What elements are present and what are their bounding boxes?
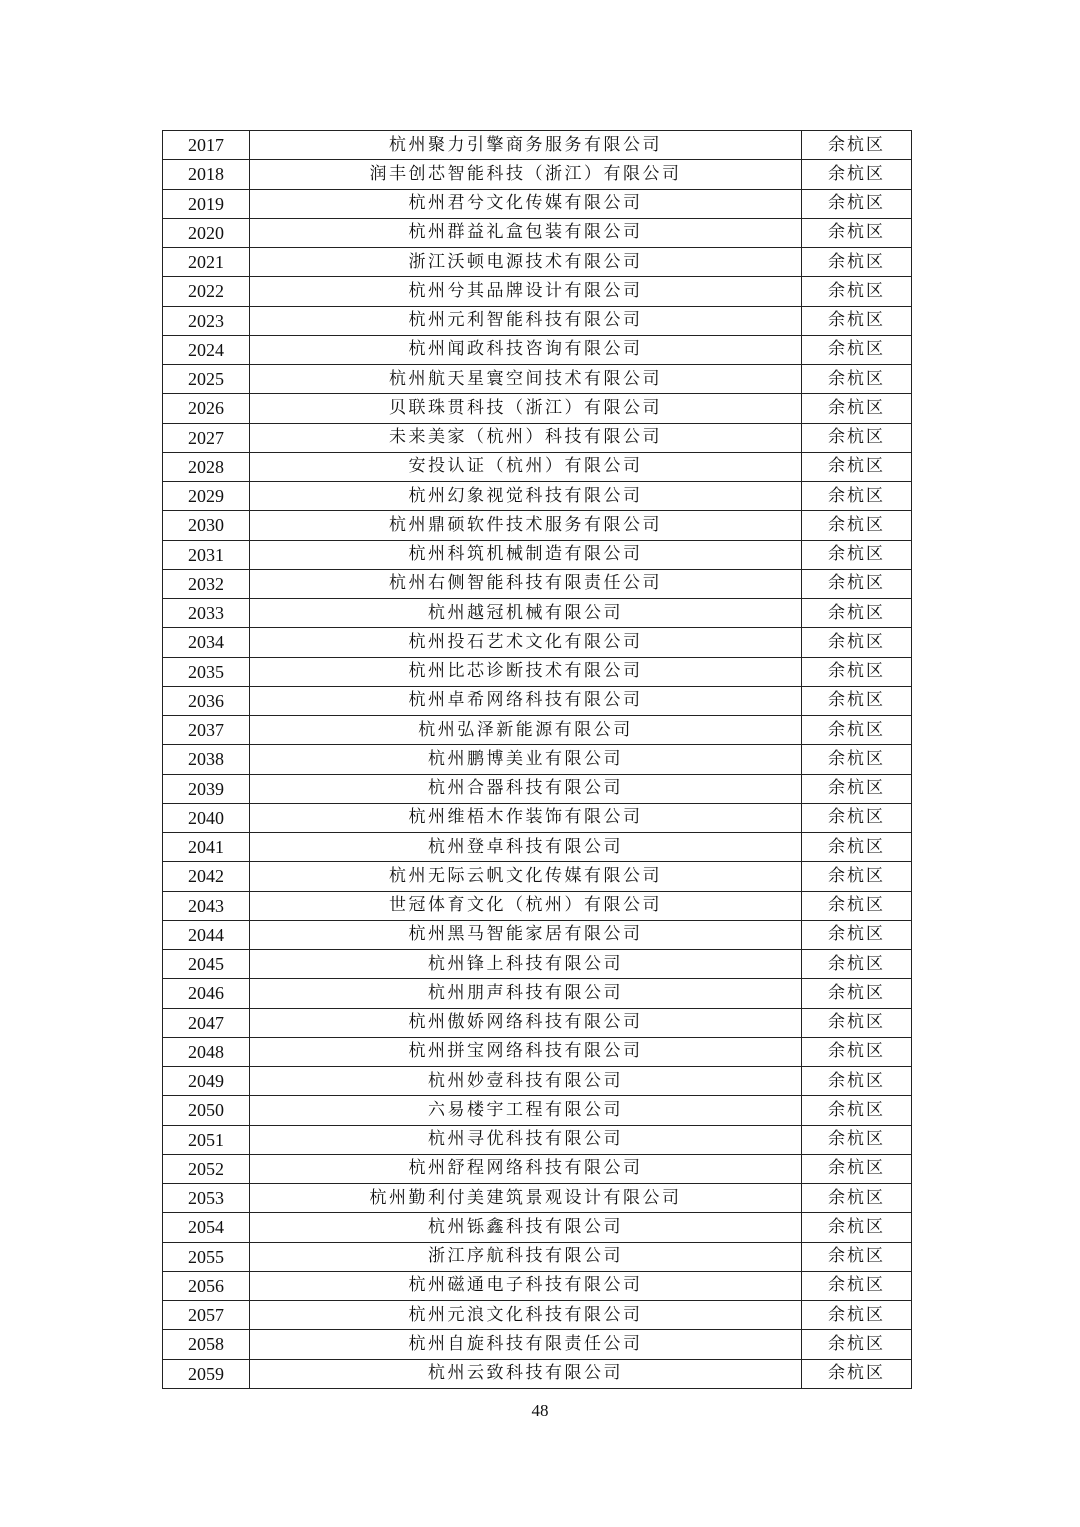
table-row xyxy=(163,745,912,774)
row-number: 2019 xyxy=(163,189,250,218)
company-name: 杭州卓希网络科技有限公司 xyxy=(250,686,802,715)
row-number: 2041 xyxy=(163,833,250,862)
table-row xyxy=(163,774,912,803)
district-name: 余杭区 xyxy=(802,569,912,598)
company-name: 杭州科筑机械制造有限公司 xyxy=(250,540,802,569)
row-number: 2031 xyxy=(163,540,250,569)
district-name: 余杭区 xyxy=(802,160,912,189)
table-row xyxy=(163,657,912,686)
table-row xyxy=(163,1330,912,1359)
district-name: 余杭区 xyxy=(802,452,912,481)
district-name: 余杭区 xyxy=(802,277,912,306)
company-name: 杭州自旋科技有限责任公司 xyxy=(250,1330,802,1359)
company-name: 杭州维梧木作装饰有限公司 xyxy=(250,803,802,832)
row-number: 2034 xyxy=(163,628,250,657)
table-row xyxy=(163,1037,912,1066)
table-row xyxy=(163,131,912,160)
table-row xyxy=(163,628,912,657)
row-number: 2035 xyxy=(163,657,250,686)
page-number: 48 xyxy=(531,1401,549,1420)
row-number: 2023 xyxy=(163,306,250,335)
district-name: 余杭区 xyxy=(802,745,912,774)
table-row xyxy=(163,1242,912,1271)
table-row xyxy=(163,569,912,598)
company-name: 杭州勤利付美建筑景观设计有限公司 xyxy=(250,1184,802,1213)
row-number: 2049 xyxy=(163,1067,250,1096)
company-name: 六易楼宇工程有限公司 xyxy=(250,1096,802,1125)
company-name: 杭州拼宝网络科技有限公司 xyxy=(250,1037,802,1066)
district-name: 余杭区 xyxy=(802,628,912,657)
row-number: 2048 xyxy=(163,1037,250,1066)
table-row xyxy=(163,862,912,891)
table-row xyxy=(163,394,912,423)
district-name: 余杭区 xyxy=(802,599,912,628)
row-number: 2047 xyxy=(163,1008,250,1037)
company-name: 杭州聚力引擎商务服务有限公司 xyxy=(250,131,802,160)
table-row xyxy=(163,1125,912,1154)
district-name: 余杭区 xyxy=(802,862,912,891)
row-number: 2053 xyxy=(163,1184,250,1213)
district-name: 余杭区 xyxy=(802,306,912,335)
row-number: 2051 xyxy=(163,1125,250,1154)
district-name: 余杭区 xyxy=(802,716,912,745)
row-number: 2057 xyxy=(163,1301,250,1330)
district-name: 余杭区 xyxy=(802,950,912,979)
table-row xyxy=(163,1184,912,1213)
table-row xyxy=(163,920,912,949)
company-name: 杭州云致科技有限公司 xyxy=(250,1359,802,1388)
row-number: 2037 xyxy=(163,716,250,745)
company-name: 杭州幻象视觉科技有限公司 xyxy=(250,482,802,511)
row-number: 2055 xyxy=(163,1242,250,1271)
company-name: 未来美家（杭州）科技有限公司 xyxy=(250,423,802,452)
company-name: 杭州闻政科技咨询有限公司 xyxy=(250,335,802,364)
company-name: 杭州妙壹科技有限公司 xyxy=(250,1067,802,1096)
company-name: 杭州投石艺术文化有限公司 xyxy=(250,628,802,657)
company-name: 杭州磁通电子科技有限公司 xyxy=(250,1271,802,1300)
table-row xyxy=(163,1359,912,1388)
district-name: 余杭区 xyxy=(802,189,912,218)
row-number: 2036 xyxy=(163,686,250,715)
company-name: 杭州群益礼盒包装有限公司 xyxy=(250,218,802,247)
district-name: 余杭区 xyxy=(802,1154,912,1183)
row-number: 2028 xyxy=(163,452,250,481)
company-name: 杭州鹏博美业有限公司 xyxy=(250,745,802,774)
table-row xyxy=(163,511,912,540)
table-row xyxy=(163,306,912,335)
district-name: 余杭区 xyxy=(802,803,912,832)
district-name: 余杭区 xyxy=(802,1184,912,1213)
row-number: 2054 xyxy=(163,1213,250,1242)
company-name: 杭州合器科技有限公司 xyxy=(250,774,802,803)
table-row xyxy=(163,1271,912,1300)
row-number: 2022 xyxy=(163,277,250,306)
table-row xyxy=(163,218,912,247)
row-number: 2025 xyxy=(163,365,250,394)
district-name: 余杭区 xyxy=(802,511,912,540)
row-number: 2024 xyxy=(163,335,250,364)
table-row xyxy=(163,1154,912,1183)
table-row xyxy=(163,482,912,511)
row-number: 2032 xyxy=(163,569,250,598)
district-name: 余杭区 xyxy=(802,1301,912,1330)
row-number: 2052 xyxy=(163,1154,250,1183)
company-name: 杭州君兮文化传媒有限公司 xyxy=(250,189,802,218)
table-row xyxy=(163,189,912,218)
company-name: 杭州航天星寰空间技术有限公司 xyxy=(250,365,802,394)
table-row xyxy=(163,979,912,1008)
row-number: 2058 xyxy=(163,1330,250,1359)
district-name: 余杭区 xyxy=(802,335,912,364)
district-name: 余杭区 xyxy=(802,1096,912,1125)
company-name: 杭州比芯诊断技术有限公司 xyxy=(250,657,802,686)
row-number: 2038 xyxy=(163,745,250,774)
company-name: 杭州元利智能科技有限公司 xyxy=(250,306,802,335)
row-number: 2033 xyxy=(163,599,250,628)
row-number: 2039 xyxy=(163,774,250,803)
company-name: 浙江序航科技有限公司 xyxy=(250,1242,802,1271)
table-row xyxy=(163,160,912,189)
table-body xyxy=(163,131,912,1389)
company-name: 杭州朋声科技有限公司 xyxy=(250,979,802,1008)
table-row xyxy=(163,833,912,862)
company-name: 杭州兮其品牌设计有限公司 xyxy=(250,277,802,306)
company-name: 杭州无际云帆文化传媒有限公司 xyxy=(250,862,802,891)
row-number: 2040 xyxy=(163,803,250,832)
company-name: 杭州寻优科技有限公司 xyxy=(250,1125,802,1154)
table-row xyxy=(163,950,912,979)
table-row xyxy=(163,1301,912,1330)
row-number: 2018 xyxy=(163,160,250,189)
table-row xyxy=(163,686,912,715)
row-number: 2020 xyxy=(163,218,250,247)
district-name: 余杭区 xyxy=(802,248,912,277)
company-name: 世冠体育文化（杭州）有限公司 xyxy=(250,891,802,920)
row-number: 2046 xyxy=(163,979,250,1008)
district-name: 余杭区 xyxy=(802,394,912,423)
table-row xyxy=(163,803,912,832)
table-row xyxy=(163,891,912,920)
company-name: 杭州锋上科技有限公司 xyxy=(250,950,802,979)
district-name: 余杭区 xyxy=(802,774,912,803)
table-row xyxy=(163,540,912,569)
district-name: 余杭区 xyxy=(802,1008,912,1037)
district-name: 余杭区 xyxy=(802,833,912,862)
row-number: 2043 xyxy=(163,891,250,920)
table-row xyxy=(163,365,912,394)
company-name: 安投认证（杭州）有限公司 xyxy=(250,452,802,481)
table-row xyxy=(163,277,912,306)
table-row xyxy=(163,1067,912,1096)
company-name: 杭州傲娇网络科技有限公司 xyxy=(250,1008,802,1037)
row-number: 2026 xyxy=(163,394,250,423)
district-name: 余杭区 xyxy=(802,891,912,920)
table-row xyxy=(163,599,912,628)
table-row xyxy=(163,1008,912,1037)
table-row xyxy=(163,1213,912,1242)
company-name: 杭州鼎硕软件技术服务有限公司 xyxy=(250,511,802,540)
company-name: 杭州铄鑫科技有限公司 xyxy=(250,1213,802,1242)
company-name: 贝联珠贯科技（浙江）有限公司 xyxy=(250,394,802,423)
district-name: 余杭区 xyxy=(802,218,912,247)
district-name: 余杭区 xyxy=(802,920,912,949)
row-number: 2042 xyxy=(163,862,250,891)
district-name: 余杭区 xyxy=(802,1125,912,1154)
table-row xyxy=(163,716,912,745)
row-number: 2021 xyxy=(163,248,250,277)
district-name: 余杭区 xyxy=(802,365,912,394)
company-name: 杭州黑马智能家居有限公司 xyxy=(250,920,802,949)
table-row xyxy=(163,1096,912,1125)
row-number: 2029 xyxy=(163,482,250,511)
company-name: 杭州弘泽新能源有限公司 xyxy=(250,716,802,745)
district-name: 余杭区 xyxy=(802,482,912,511)
table-row xyxy=(163,423,912,452)
district-name: 余杭区 xyxy=(802,540,912,569)
district-name: 余杭区 xyxy=(802,1242,912,1271)
row-number: 2044 xyxy=(163,920,250,949)
row-number: 2050 xyxy=(163,1096,250,1125)
table-row xyxy=(163,248,912,277)
company-name: 润丰创芯智能科技（浙江）有限公司 xyxy=(250,160,802,189)
district-name: 余杭区 xyxy=(802,423,912,452)
company-name: 杭州右侧智能科技有限责任公司 xyxy=(250,569,802,598)
row-number: 2030 xyxy=(163,511,250,540)
row-number: 2056 xyxy=(163,1271,250,1300)
district-name: 余杭区 xyxy=(802,1037,912,1066)
district-name: 余杭区 xyxy=(802,131,912,160)
company-list-table xyxy=(162,130,912,1389)
district-name: 余杭区 xyxy=(802,1213,912,1242)
company-name: 杭州元浪文化科技有限公司 xyxy=(250,1301,802,1330)
table-row xyxy=(163,452,912,481)
company-name: 杭州越冠机械有限公司 xyxy=(250,599,802,628)
district-name: 余杭区 xyxy=(802,1359,912,1388)
row-number: 2059 xyxy=(163,1359,250,1388)
district-name: 余杭区 xyxy=(802,979,912,1008)
row-number: 2017 xyxy=(163,131,250,160)
district-name: 余杭区 xyxy=(802,686,912,715)
row-number: 2045 xyxy=(163,950,250,979)
district-name: 余杭区 xyxy=(802,1067,912,1096)
company-name: 杭州登卓科技有限公司 xyxy=(250,833,802,862)
district-name: 余杭区 xyxy=(802,1271,912,1300)
company-name: 浙江沃顿电源技术有限公司 xyxy=(250,248,802,277)
table-row xyxy=(163,335,912,364)
company-name: 杭州舒程网络科技有限公司 xyxy=(250,1154,802,1183)
district-name: 余杭区 xyxy=(802,657,912,686)
row-number: 2027 xyxy=(163,423,250,452)
district-name: 余杭区 xyxy=(802,1330,912,1359)
